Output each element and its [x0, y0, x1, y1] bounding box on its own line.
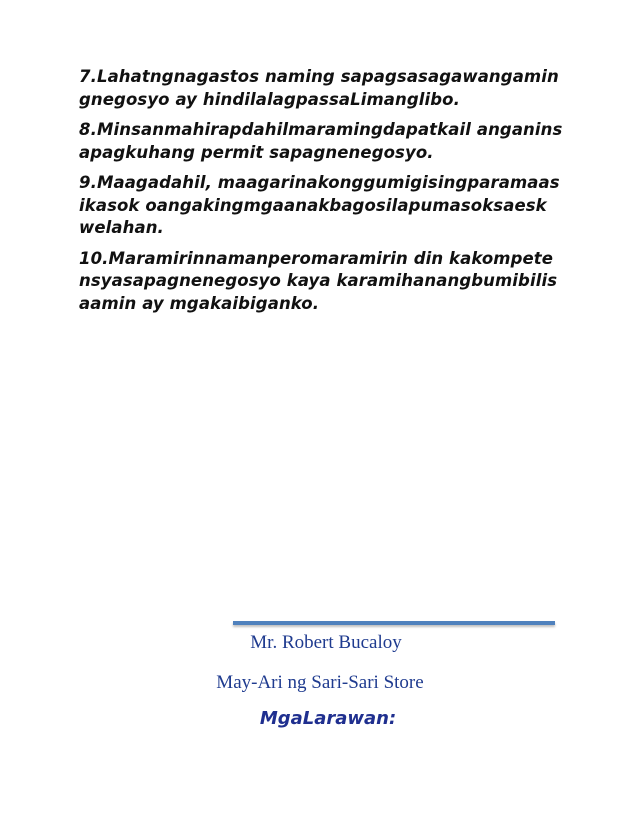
signature-name: Mr. Robert Bucaloy: [250, 632, 402, 653]
signature-role: May-Ari ng Sari-Sari Store: [216, 672, 424, 693]
signature-line: [233, 621, 555, 625]
paragraph-9: 9.Maagadahil, maagarinakonggumigisingparamaasikasok oangakingmgaanakbagosilapumasoksaesk welahan.: [79, 173, 560, 237]
body-text-block: [79, 66, 564, 323]
paragraph-10: 10.Maramirinnamanperomaramirin din kakompetensyasapagnenegosyo kaya karamihanangbumibilisaamin ay mgakaibiganko.: [79, 248, 558, 313]
paragraph-8: 8.Minsanmahirapdahilmaramingdapatkail anganinsapagkuhang permit sapagnenegosyo.: [79, 120, 563, 162]
section-heading: MgaLarawan:: [259, 708, 397, 729]
paragraph-7: 7.Lahatngnagastos naming sapagsasagawangamingnegosyo ay hindilalagpassaLimanglibo.: [79, 67, 559, 109]
